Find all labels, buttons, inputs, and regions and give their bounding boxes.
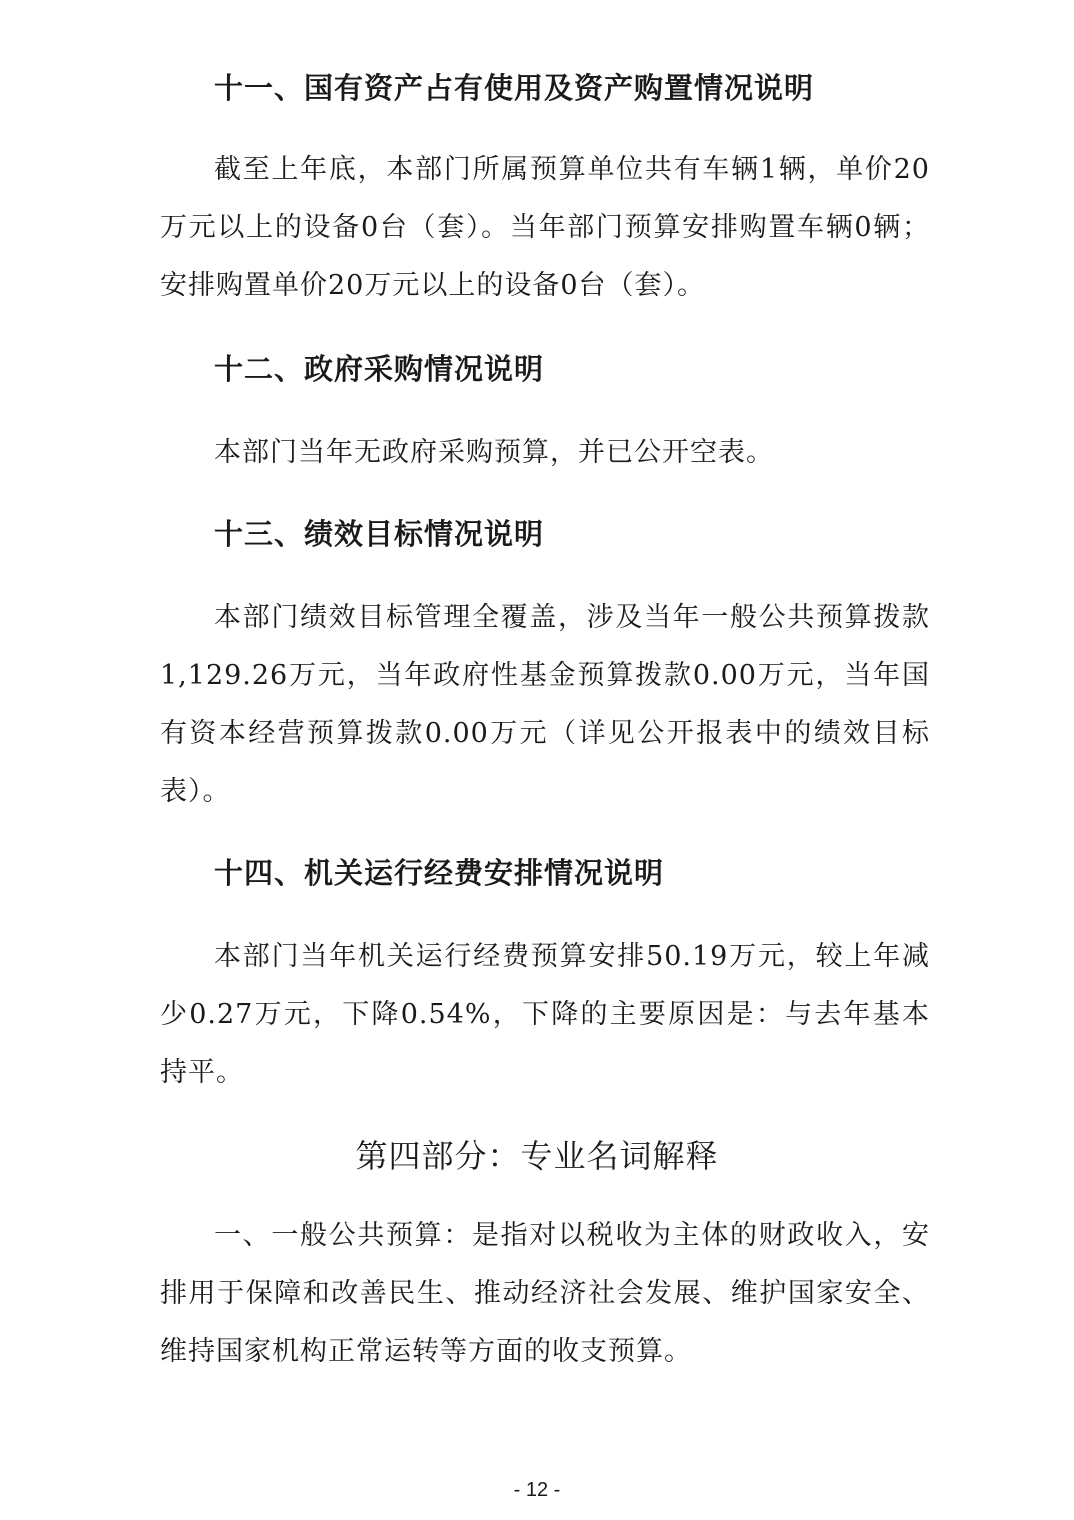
section-body-assets: 截至上年底，本部门所属预算单位共有车辆1辆，单价20万元以上的设备0台（套）。当年部门预算安排购置车辆0辆；安排购置单价20万元以上的设备0台（套）。 (160, 154, 930, 301)
section-heading-assets: 十一、国有资产占有使用及资产购置情况说明 (214, 71, 815, 105)
section-heading-operating-costs: 十四、机关运行经费安排情况说明 (214, 856, 665, 890)
section-heading-performance: 十三、绩效目标情况说明 (214, 517, 545, 551)
section-body-operating-costs: 本部门当年机关运行经费预算安排50.19万元，较上年减少0.27万元，下降0.54%，下降的主要原因是：与去年基本持平。 (160, 941, 930, 1088)
section-body-performance: 本部门绩效目标管理全覆盖，涉及当年一般公共预算拨款1,129.26万元，当年政府性基金预算拨款0.00万元，当年国有资本经营预算拨款0.00万元（详见公开报表中的绩效目标表）。 (160, 602, 930, 807)
part-four-title: 第四部分：专业名词解释 (355, 1137, 719, 1175)
glossary-item-general-budget: 一、一般公共预算：是指对以税收为主体的财政收入，安排用于保障和改善民生、推动经济社会发展、维护国家安全、维持国家机构正常运转等方面的收支预算。 (160, 1220, 930, 1367)
section-heading-procurement: 十二、政府采购情况说明 (214, 352, 545, 386)
section-body-procurement: 本部门当年无政府采购预算，并已公开空表。 (214, 437, 774, 468)
page-number: - 12 - (513, 1479, 561, 1501)
